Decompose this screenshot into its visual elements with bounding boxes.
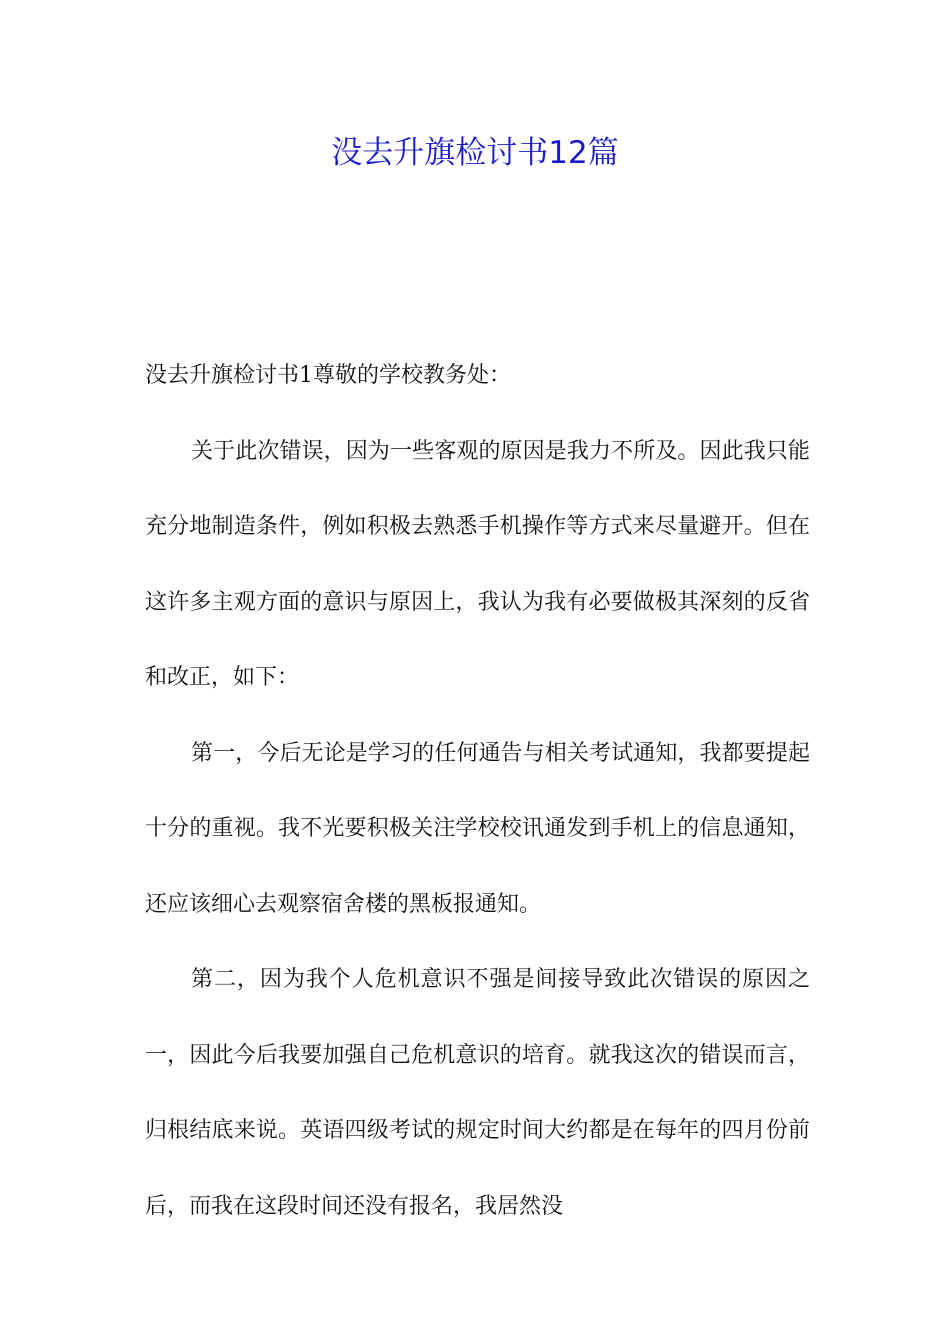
- document-title: 没去升旗检讨书12篇: [331, 135, 619, 171]
- paragraph-salutation: 没去升旗检讨书1尊敬的学校教务处：: [145, 363, 511, 388]
- paragraph-point-one: 第一，今后无论是学习的任何通告与相关考试通知，我都要提起十分的重视。我不光要积极关注学校校讯通发到手机上的信息通知，还应该细心去观察宿舍楼的黑板报通知。: [145, 740, 810, 917]
- paragraph-point-two: 第二，因为我个人危机意识不强是间接导致此次错误的原因之一，因此今后我要加强自己危机意识的培育。就我这次的错误而言，归根结底来说。英语四级考试的规定时间大约都是在每年的四月份前后，而我在这段时间还没有报名，我居然没: [145, 967, 810, 1219]
- paragraph-intro: 关于此次错误，因为一些客观的原因是我力不所及。因此我只能充分地制造条件，例如积极去熟悉手机操作等方式来尽量避开。但在这许多主观方面的意识与原因上，我认为我有必要做极其深刻的反省和改正，如下：: [145, 438, 810, 690]
- document-body: [145, 338, 810, 1244]
